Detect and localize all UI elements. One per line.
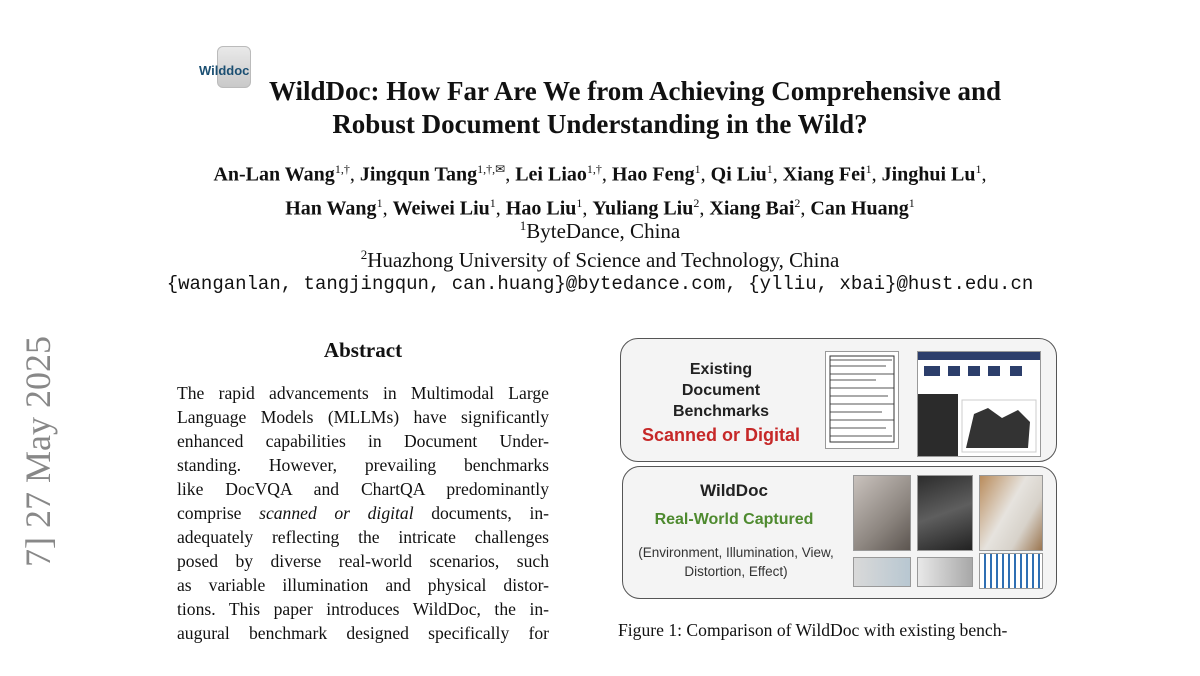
abstract-line: Language Models (MLLMs) have significantly (177, 407, 549, 427)
abstract-line: The rapid advancements in Multimodal Large (177, 383, 549, 403)
author-affiliation-mark: 1 (766, 162, 773, 176)
author-affiliation-mark: 1 (576, 195, 583, 210)
figure-1 (620, 338, 1057, 600)
author-affiliation-mark: 1 (865, 162, 872, 176)
author-name: Lei Liao (515, 163, 587, 186)
affiliation-2: $^2$Huazhong University of Science and Technology, China (360, 247, 840, 272)
author-name: Weiwei Liu (392, 197, 490, 220)
photo-thumbnail-3 (979, 475, 1043, 551)
photo-thumbnail-2 (917, 475, 973, 551)
real-world-captured-label: Real-World Captured (654, 511, 814, 528)
author-name: An-Lan Wang (213, 163, 335, 186)
author-name: Can Huang (810, 197, 909, 220)
author-name: Xiang Bai (709, 197, 795, 220)
author-name: Qi Liu (710, 163, 767, 186)
affiliation-1: $^1$ByteDance, China (519, 218, 681, 243)
abstract-line: enhanced capabilities in Document Under- (177, 431, 549, 451)
author-name: Xiang Fei (782, 163, 866, 186)
author-name: Yuliang Liu (592, 197, 694, 220)
figure-caption: Figure 1: Comparison of WildDoc with existing bench- (618, 620, 1008, 640)
author-line-1: An-Lan Wang$^{1,\dagger}$, Jingqun Tang$^{1,\dagger,✉}$, Lei Liao$^{1,\dagger}$, Hao Feng$^1$, Qi Liu$^1$, Xiang Fei$^1$, Jinghui Lu$^1$, (213, 162, 987, 186)
existing-benchmarks-panel: Existing Document Benchmarks Scanned or Digital (620, 338, 1057, 462)
abstract-line: adequately reflecting the intricate challenges (177, 527, 549, 547)
abstract-line: posed by diverse real-world scenarios, such (177, 551, 549, 571)
wilddoc-label: WildDoc (700, 481, 768, 500)
author-affiliation-mark: 1,†,✉ (477, 162, 506, 176)
paper-title: Wilddoc WildDoc: How Far Are We from Achieving Comprehensive and Robust Document Understanding in the Wild? (0, 64, 1200, 141)
photo-thumbnail-6 (979, 553, 1043, 589)
author-affiliation-mark: 2 (693, 195, 700, 210)
author-name: Jingqun Tang (359, 163, 478, 186)
wilddoc-panel (622, 466, 1057, 599)
author-name: Han Wang (285, 197, 377, 220)
abstract-body (177, 381, 549, 645)
abstract-line: as variable illumination and physical distor- (177, 575, 549, 595)
author-name: Hao Liu (505, 197, 577, 220)
author-affiliation-mark: 2 (794, 195, 801, 210)
author-affiliation-mark: 1 (694, 162, 701, 176)
abstract-line: comprise scanned or digital documents, in- (177, 503, 549, 523)
wilddoc-factors: (Environment, Illumination, View, Distortion, Effect) (638, 545, 834, 579)
author-affiliation-mark: 1 (376, 195, 383, 210)
author-affiliation-mark: 1,† (586, 162, 602, 176)
scanned-form-thumbnail (825, 351, 899, 449)
wilddoc-logo: Wilddoc (199, 64, 269, 104)
abstract-heading: Abstract (323, 338, 403, 362)
abstract-line: augural benchmark designed specifically for (177, 623, 549, 643)
abstract-line: tions. This paper introduces WildDoc, the in- (177, 599, 549, 619)
photo-thumbnail-4 (853, 557, 911, 587)
author-emails: {wanganlan, tangjingqun, can.huang}@bytedance.com, {ylliu, xbai}@hust.edu.cn (166, 273, 1034, 295)
author-affiliation-mark: 1 (489, 195, 496, 210)
author-affiliation-mark: 1 (975, 162, 982, 176)
author-name: Hao Feng (611, 163, 695, 186)
author-name: Jinghui Lu (881, 163, 976, 186)
abstract-line: standing. However, prevailing benchmarks (177, 455, 549, 475)
abstract-line: like DocVQA and ChartQA predominantly (177, 479, 549, 499)
arxiv-stamp: 7] 27 May 2025 (18, 336, 58, 567)
author-affiliation-mark: 1 (908, 195, 915, 210)
author-line-2: Han Wang$^1$, Weiwei Liu$^1$, Hao Liu$^1$, Yuliang Liu$^2$, Xiang Bai$^2$, Can Huang$^1$ (285, 195, 915, 220)
author-affiliation-mark: 1,† (334, 162, 350, 176)
scanned-or-digital-label: Scanned or Digital (641, 425, 801, 445)
photo-thumbnail-5 (917, 557, 973, 587)
photo-thumbnail-1 (853, 475, 911, 551)
infographic-thumbnail (917, 351, 1041, 457)
